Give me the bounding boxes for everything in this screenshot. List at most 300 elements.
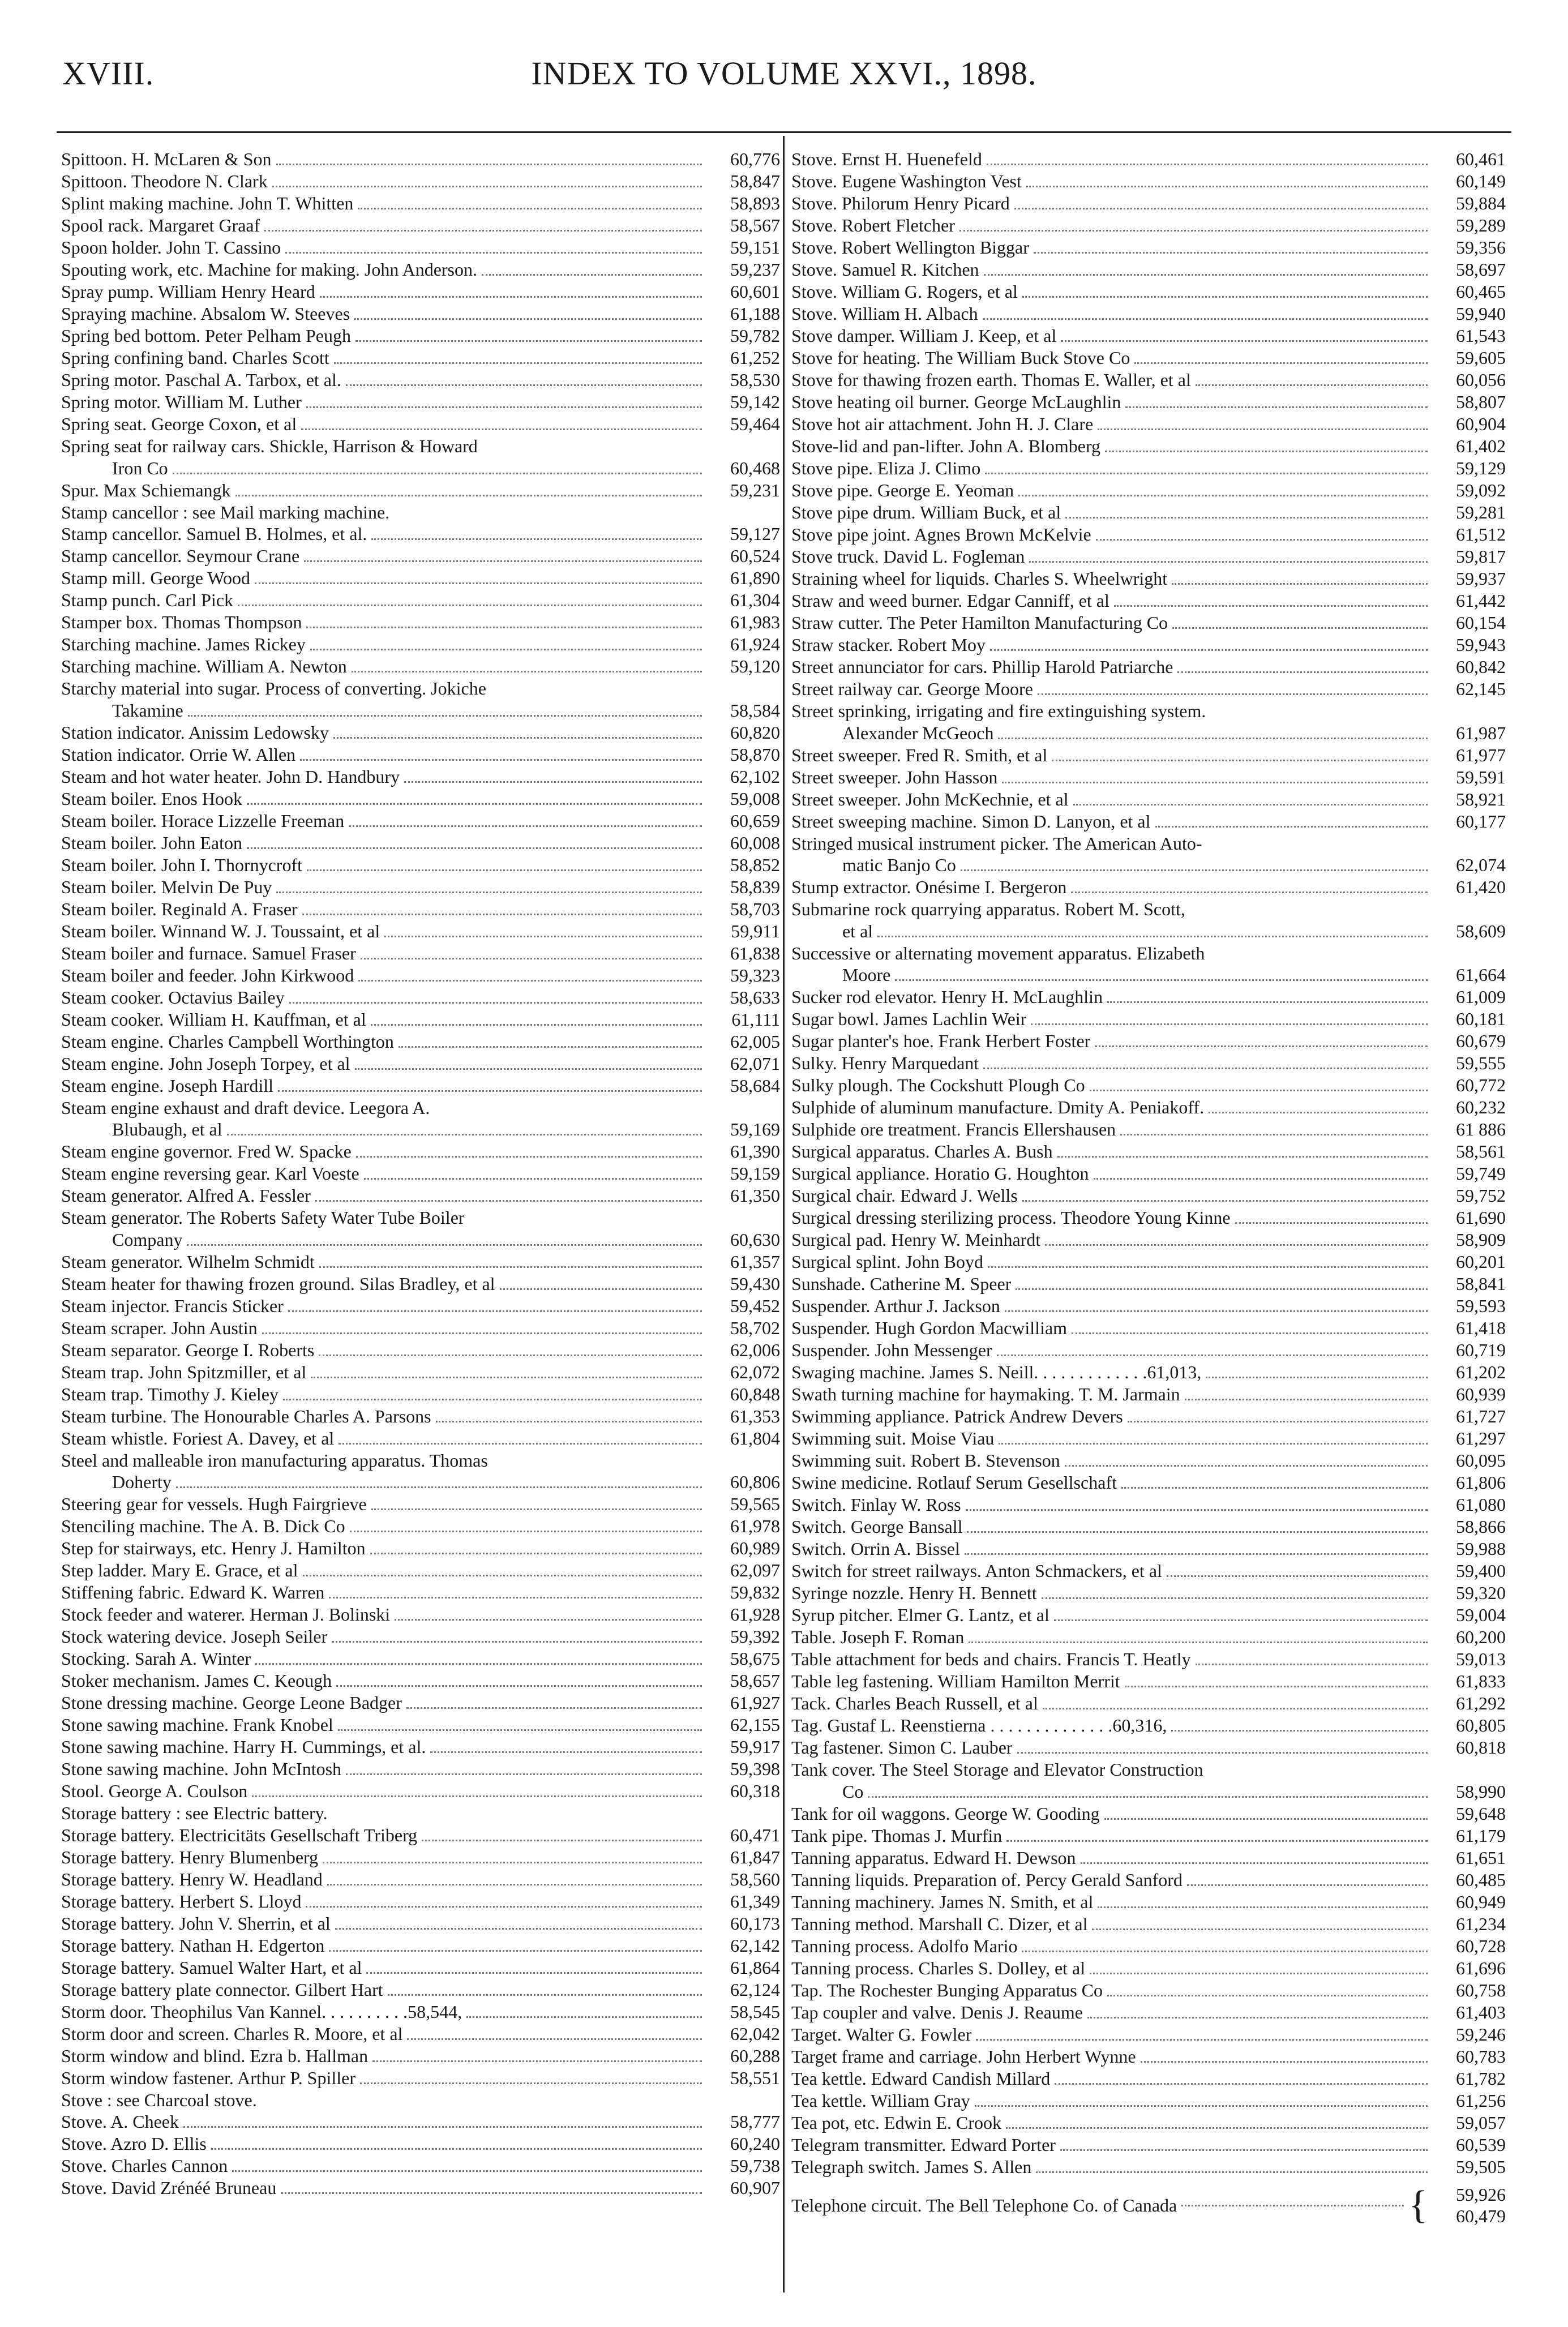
index-entry <box>791 413 1506 435</box>
index-entry-continuation: matic Banjo Co <box>842 855 956 875</box>
patent-number: 60,173 <box>730 1913 780 1934</box>
leader-dots <box>436 1421 702 1422</box>
index-column-left <box>61 148 780 2199</box>
patent-number: 58,561 <box>1456 1141 1506 1162</box>
patent-number: 61,403 <box>1456 2002 1506 2022</box>
leader-dots <box>1038 693 1428 695</box>
leader-dots <box>1177 671 1428 673</box>
index-entry <box>791 1207 1506 1229</box>
leader-dots <box>1017 1752 1428 1754</box>
brace-symbol: { <box>1408 2183 1428 2227</box>
patent-number: 60,848 <box>730 1383 780 1404</box>
index-entry-text: Stenciling machine. The A. B. Dick Co <box>61 1516 345 1536</box>
leader-dots <box>1235 1222 1428 1224</box>
index-entry-text: Station indicator. Anissim Ledowsky <box>61 722 329 743</box>
index-entry-text: Tanning process. Charles S. Dolley, et al <box>791 1957 1086 1978</box>
patent-number: 59,008 <box>730 788 780 809</box>
index-entry <box>791 964 1506 986</box>
index-entry-text: Sulphide ore treatment. Francis Ellershausen <box>791 1119 1116 1139</box>
patent-number: 58,567 <box>730 215 780 235</box>
patent-number: 59,400 <box>1456 1561 1506 1581</box>
leader-dots <box>998 738 1428 739</box>
index-entry <box>791 1935 1506 1957</box>
patent-number: 58,841 <box>1456 1274 1506 1294</box>
index-entry <box>61 898 780 920</box>
leader-dots <box>1187 1884 1428 1886</box>
index-entry-text: Steam generator. Wilhelm Schmidt <box>61 1251 315 1272</box>
patent-number: 60,485 <box>1456 1869 1506 1890</box>
leader-dots <box>346 384 702 386</box>
index-entry <box>61 1229 780 1251</box>
index-entry <box>61 2111 780 2133</box>
patent-number: 60,479 <box>1456 2206 1506 2226</box>
patent-number: 61,664 <box>1456 965 1506 985</box>
index-entry <box>61 1317 780 1339</box>
patent-number: 62,072 <box>730 1361 780 1382</box>
index-entry <box>61 1295 780 1317</box>
index-entry-text: Spouting work, etc. Machine for making. John Anderson. <box>61 259 477 280</box>
patent-number: 59,464 <box>730 414 780 434</box>
patent-number: 60,471 <box>730 1824 780 1845</box>
leader-dots <box>354 318 702 320</box>
leader-dots <box>482 274 702 276</box>
index-entry <box>61 1736 780 1758</box>
leader-dots <box>232 2170 702 2172</box>
leader-dots <box>355 340 702 342</box>
patent-number: 61 886 <box>1456 1119 1506 1139</box>
index-entry-text: Telegram transmitter. Edward Porter <box>791 2134 1056 2155</box>
index-entry-text: Suspender. John Messenger <box>791 1340 992 1360</box>
index-entry-text: Tea kettle. William Gray <box>791 2090 970 2111</box>
index-entry <box>61 1758 780 1780</box>
index-entry <box>61 766 780 788</box>
patent-number: 61,234 <box>1456 1913 1506 1934</box>
index-entry-text: Spring seat. George Coxon, et al <box>61 414 297 434</box>
index-entry <box>791 303 1506 325</box>
index-entry <box>61 2133 780 2155</box>
patent-number: 62,097 <box>730 1560 780 1580</box>
leader-dots <box>238 605 702 606</box>
index-entry-text: Street railway car. George Moore <box>791 679 1033 699</box>
leader-dots <box>388 1994 702 1996</box>
page-title: INDEX TO VOLUME XXVI., 1898. <box>531 55 1037 92</box>
index-entry-text: Stone sawing machine. Harry H. Cummings, et al. <box>61 1737 426 1757</box>
leader-dots <box>276 892 702 893</box>
index-entry-text: Street sprinking, irrigating and fire extinguishing system. <box>791 701 1206 721</box>
patent-number: 60,539 <box>1456 2134 1506 2155</box>
leader-dots <box>967 1531 1428 1533</box>
patent-number: 59,937 <box>1456 568 1506 589</box>
leader-dots <box>1141 2061 1428 2063</box>
index-entry-text: Storage battery. Herbert S. Lloyd <box>61 1891 302 1912</box>
patent-number: 60,758 <box>1456 1979 1506 2000</box>
patent-number: 59,159 <box>730 1163 780 1184</box>
leader-dots <box>264 230 702 232</box>
leader-dots <box>289 1002 702 1004</box>
patent-number: 61,080 <box>1456 1494 1506 1515</box>
patent-number: 59,926 <box>1456 2184 1506 2205</box>
patent-number: 58,866 <box>1456 1516 1506 1537</box>
leader-dots <box>338 1729 702 1731</box>
index-entry-text: Telephone circuit. The Bell Telephone Co. of Canada <box>791 2195 1177 2215</box>
patent-number: 61,838 <box>730 942 780 963</box>
index-entry <box>61 457 780 479</box>
index-entry <box>791 1339 1506 1361</box>
patent-number: 58,530 <box>730 370 780 390</box>
index-entry-text: Stock feeder and waterer. Herman J. Bolinski <box>61 1604 391 1625</box>
patent-number: 62,102 <box>730 766 780 787</box>
patent-number: 59,120 <box>730 656 780 676</box>
leader-dots <box>1105 451 1428 452</box>
index-entry <box>61 2045 780 2067</box>
index-entry <box>791 435 1506 457</box>
index-entry-text: Tea kettle. Edward Candish Millard <box>791 2068 1051 2089</box>
index-entry <box>61 1493 780 1515</box>
leader-dots <box>407 2038 702 2040</box>
index-entry-text: Tank pipe. Thomas J. Murfin <box>791 1825 1003 1846</box>
index-entry <box>791 1582 1506 1604</box>
leader-dots <box>319 1355 702 1356</box>
index-entry-text: Straw cutter. The Peter Hamilton Manufacturing Co <box>791 612 1168 633</box>
index-entry <box>791 876 1506 898</box>
patent-number: 62,155 <box>730 1715 780 1735</box>
patent-number: 61,727 <box>1456 1406 1506 1426</box>
patent-number: 59,392 <box>730 1626 780 1647</box>
leader-dots <box>1054 1619 1428 1621</box>
index-entry <box>61 1648 780 1670</box>
patent-number: 59,246 <box>1456 2024 1506 2045</box>
index-entry-text: Stump extractor. Onésime I. Bergeron <box>791 877 1067 897</box>
index-entry-text: Spraying machine. Absalom W. Steeves <box>61 303 350 324</box>
leader-dots <box>1045 1244 1428 1246</box>
index-entry-text: Table. Joseph F. Roman <box>791 1627 965 1647</box>
leader-dots <box>301 428 702 430</box>
index-entry-text: Sugar bowl. James Lachlin Weir <box>791 1009 1027 1029</box>
leader-dots <box>306 627 702 628</box>
leader-dots <box>976 2039 1428 2041</box>
index-entry-text: Switch. Orrin A. Bissel <box>791 1539 960 1559</box>
index-entry-continuation: Company <box>112 1229 183 1250</box>
patent-number: 61,977 <box>1456 744 1506 765</box>
patent-number: 58,909 <box>1456 1229 1506 1250</box>
leader-dots <box>319 1266 702 1268</box>
index-entry <box>61 1626 780 1648</box>
leader-dots <box>1022 1951 1428 1952</box>
patent-number: 61,442 <box>1456 590 1506 611</box>
index-entry-text: Stove hot air attachment. John H. J. Clare <box>791 414 1094 434</box>
index-entry-text: Stamp mill. George Wood <box>61 568 250 588</box>
index-entry-text: Surgical splint. John Boyd <box>791 1252 983 1272</box>
index-entry <box>791 1052 1506 1074</box>
index-entry-text: Steam engine reversing gear. Karl Voeste <box>61 1163 359 1184</box>
patent-number: 60,818 <box>1456 1737 1506 1758</box>
index-entry-text: Steam boiler. John Eaton <box>61 832 242 853</box>
patent-number: 61,188 <box>730 303 780 324</box>
index-entry <box>61 2177 780 2199</box>
index-entry-text: Stove heating oil burner. George McLaughlin <box>791 392 1121 412</box>
index-entry <box>791 1516 1506 1538</box>
leader-dots <box>1172 583 1428 585</box>
index-entry <box>791 502 1506 524</box>
index-entry <box>791 1957 1506 1979</box>
leader-dots <box>187 1244 702 1246</box>
leader-dots <box>961 869 1428 871</box>
index-entry <box>791 281 1506 303</box>
patent-number: 59,591 <box>1456 766 1506 787</box>
index-entry-text: Stone sawing machine. John McIntosh <box>61 1759 342 1779</box>
leader-dots <box>1005 1310 1428 1312</box>
index-entry <box>791 1273 1506 1295</box>
patent-number: 61,402 <box>1456 436 1506 456</box>
index-entry-text: Step ladder. Mary E. Grace, et al <box>61 1560 298 1580</box>
index-entry-text: Spur. Max Schiemangk <box>61 479 231 500</box>
patent-number: 59,004 <box>1456 1605 1506 1625</box>
index-entry <box>61 1957 780 1979</box>
patent-number: 60,200 <box>1456 1627 1506 1647</box>
leader-dots <box>371 1024 702 1026</box>
index-entry-text: Steam engine governor. Fred W. Spacke <box>61 1141 352 1162</box>
leader-dots <box>329 1597 702 1599</box>
index-entry <box>61 325 780 347</box>
index-entry <box>791 192 1506 215</box>
index-entry <box>791 1251 1506 1273</box>
patent-number: 60,806 <box>730 1472 780 1492</box>
index-entry <box>791 1185 1506 1207</box>
index-entry-text: Switch for street railways. Anton Schmackers, et al <box>791 1561 1162 1581</box>
index-entry <box>791 766 1506 788</box>
patent-number: 60,177 <box>1456 811 1506 832</box>
leader-dots <box>1134 362 1428 364</box>
index-entry <box>61 942 780 965</box>
leader-dots <box>895 979 1428 981</box>
index-entry <box>61 347 780 369</box>
index-entry-text: Street sweeper. John Hasson <box>791 766 998 787</box>
index-entry <box>61 1780 780 1802</box>
patent-number: 60,904 <box>1456 414 1506 434</box>
index-entry <box>791 259 1506 281</box>
index-entry-text: Surgical dressing sterilizing process. Theodore Young Kinne <box>791 1207 1231 1228</box>
index-entry-text: Steam boiler and feeder. John Kirkwood <box>61 965 354 985</box>
index-entry <box>791 2090 1506 2112</box>
index-entry <box>61 479 780 502</box>
index-entry <box>791 2184 1506 2227</box>
leader-dots <box>1104 1818 1428 1820</box>
patent-number: 59,988 <box>1456 1539 1506 1559</box>
patent-number: 62,145 <box>1456 679 1506 699</box>
index-entry <box>791 1670 1506 1692</box>
leader-dots <box>1172 627 1428 629</box>
leader-dots <box>300 759 702 761</box>
patent-number: 59,092 <box>1456 480 1506 500</box>
leader-dots <box>336 1685 702 1687</box>
index-entry <box>61 1979 780 2001</box>
leader-dots <box>281 2192 702 2194</box>
leader-dots <box>500 1288 702 1290</box>
index-entry-text: Steam boiler. Melvin De Puy <box>61 876 272 897</box>
index-entry-text: Swimming suit. Moise Viau <box>791 1428 995 1449</box>
index-entry <box>61 413 780 435</box>
leader-dots <box>303 1575 702 1576</box>
patent-number: 61,690 <box>1456 1207 1506 1228</box>
patent-number: 61,782 <box>1456 2068 1506 2089</box>
patent-number: 60,468 <box>730 457 780 478</box>
patent-number: 59,884 <box>1456 193 1506 213</box>
leader-dots <box>1090 1973 1428 1974</box>
index-entry-continuation: Takamine <box>112 700 183 721</box>
index-entry <box>791 1979 1506 2002</box>
patent-number: 58,657 <box>730 1670 780 1691</box>
index-entry <box>791 1405 1506 1428</box>
patent-number: 60,232 <box>1456 1097 1506 1117</box>
index-entry <box>791 1317 1506 1339</box>
index-entry-text: Steam heater for thawing frozen ground. Silas Bradley, et al <box>61 1273 495 1294</box>
index-entry <box>61 1383 780 1405</box>
index-entry <box>61 1471 780 1493</box>
index-entry <box>61 1869 780 1891</box>
patent-number: 61,390 <box>730 1141 780 1162</box>
index-entry <box>791 1383 1506 1405</box>
index-entry-text: Street annunciator for cars. Phillip Harold Patriarche <box>791 657 1173 677</box>
index-entry-text: Stove. David Zrénéé Bruneau <box>61 2178 277 2198</box>
leader-dots <box>1185 1399 1428 1400</box>
index-entry-text: Stove. Charles Cannon <box>61 2155 228 2176</box>
index-entry <box>791 1494 1506 1516</box>
index-entry-text: Spittoon. H. McLaren & Son <box>61 149 272 169</box>
patent-number: 60,601 <box>730 281 780 302</box>
index-entry <box>61 502 780 524</box>
patent-number: 59,320 <box>1456 1583 1506 1603</box>
index-entry <box>791 1891 1506 1913</box>
index-entry-text: Storage battery. John V. Sherrin, et al <box>61 1913 331 1934</box>
index-entry <box>61 1692 780 1714</box>
index-entry <box>61 965 780 987</box>
patent-number: 60,820 <box>730 722 780 743</box>
leader-dots <box>1052 760 1428 761</box>
patent-number: 58,807 <box>1456 392 1506 412</box>
index-entry-text: Street sweeping machine. Simon D. Lanyon, et al <box>791 811 1151 832</box>
leader-dots <box>1098 1906 1428 1908</box>
index-entry-text: Tank cover. The Steel Storage and Elevator Construction <box>791 1759 1203 1780</box>
patent-number: 59,940 <box>1456 303 1506 324</box>
index-entry <box>61 1428 780 1450</box>
index-entry-text: Storage battery. Samuel Walter Hart, et al <box>61 1957 362 1978</box>
index-entry-text: Surgical appliance. Horatio G. Houghton <box>791 1163 1089 1184</box>
index-entry <box>791 1913 1506 1935</box>
patent-number: 59,151 <box>730 237 780 258</box>
patent-number: 61,179 <box>1456 1825 1506 1846</box>
index-entry <box>61 2001 780 2023</box>
index-entry-text: Storm door and screen. Charles R. Moore, et al <box>61 2023 403 2044</box>
index-entry-text: Stove pipe joint. Agnes Brown McKelvie <box>791 524 1091 545</box>
leader-dots <box>310 649 702 650</box>
index-entry <box>791 1715 1506 1737</box>
leader-dots <box>1155 826 1428 828</box>
leader-dots <box>307 869 702 871</box>
leader-dots <box>406 1707 702 1709</box>
leader-dots <box>999 1443 1428 1445</box>
patent-number: 60,465 <box>1456 281 1506 302</box>
index-entry-text: Stove for thawing frozen earth. Thomas E. Waller, et al <box>791 370 1191 390</box>
index-entry-text: Stove. Ernst H. Huenefeld <box>791 149 982 169</box>
index-entry-text: Tack. Charles Beach Russell, et al <box>791 1693 1038 1713</box>
index-entry-text: Telegraph switch. James S. Allen <box>791 2156 1032 2177</box>
index-entry-text: Straining wheel for liquids. Charles S. Wheelwright <box>791 568 1168 589</box>
index-entry <box>61 920 780 942</box>
patent-number: 60,201 <box>1456 1252 1506 1272</box>
leader-dots <box>1209 1112 1428 1113</box>
index-entry <box>61 1053 780 1075</box>
index-entry <box>61 1913 780 1935</box>
patent-number: 60,056 <box>1456 370 1506 390</box>
patent-number: 61,349 <box>730 1891 780 1912</box>
leader-dots <box>350 1531 702 1532</box>
index-entry-text: Street sweeper. John McKechnie, et al <box>791 788 1069 809</box>
patent-number: 58,584 <box>730 700 780 721</box>
patent-number: 61,833 <box>1456 1671 1506 1691</box>
index-entry-text: Steam separator. George I. Roberts <box>61 1339 315 1360</box>
index-entry-continuation: Moore <box>842 965 891 985</box>
index-entry-text: Spray pump. William Henry Heard <box>61 281 315 302</box>
index-entry-continuation: Doherty <box>112 1472 172 1492</box>
index-entry-text: Storage battery. Nathan H. Edgerton <box>61 1935 325 1956</box>
index-entry <box>791 369 1506 391</box>
index-entry <box>791 1472 1506 1494</box>
index-entry <box>61 1604 780 1626</box>
patent-number: 61,543 <box>1456 325 1506 346</box>
patent-number: 59,142 <box>730 392 780 412</box>
index-entry <box>61 633 780 655</box>
leader-dots <box>1107 1995 1428 1996</box>
index-entry-text: Target frame and carriage. John Herbert Wynne <box>791 2046 1136 2067</box>
index-entry-text: Street sweeper. Fred R. Smith, et al <box>791 744 1048 765</box>
patent-number: 59,452 <box>730 1295 780 1316</box>
index-entry-text: Storm window fastener. Arthur P. Spiller <box>61 2067 355 2088</box>
index-entry-text: Tanning process. Adolfo Mario <box>791 1935 1018 1956</box>
index-entry <box>791 1118 1506 1141</box>
patent-number: 58,684 <box>730 1075 780 1096</box>
patent-number: 59,398 <box>730 1759 780 1779</box>
patent-number: 59,943 <box>1456 635 1506 655</box>
index-entry <box>61 1824 780 1846</box>
patent-number: 61,696 <box>1456 1957 1506 1978</box>
leader-dots <box>1121 1487 1428 1489</box>
index-entry-text: Steam generator. Alfred A. Fessler <box>61 1185 311 1206</box>
index-entry <box>61 1339 780 1361</box>
leader-dots <box>983 1068 1428 1069</box>
patent-number: 60,776 <box>730 149 780 169</box>
patent-number: 60,659 <box>730 810 780 831</box>
patent-number: 62,124 <box>730 1979 780 2000</box>
index-entry <box>791 237 1506 259</box>
leader-dots <box>984 274 1428 276</box>
leader-dots <box>1006 1840 1428 1842</box>
index-entry-text: Steam engine. John Joseph Torpey, et al <box>61 1053 350 1074</box>
leader-dots <box>1060 2149 1428 2151</box>
leader-dots <box>395 1619 702 1621</box>
patent-number: 60,181 <box>1456 1009 1506 1029</box>
leader-dots <box>329 1950 702 1952</box>
index-entry <box>791 1847 1506 1869</box>
index-entry-text: Syrup pitcher. Elmer G. Lantz, et al <box>791 1605 1049 1625</box>
leader-dots <box>1057 1156 1428 1158</box>
index-entry <box>61 2155 780 2177</box>
leader-dots <box>252 1795 702 1797</box>
index-entry <box>61 1185 780 1207</box>
leader-dots <box>306 1906 702 1908</box>
patent-number: 58,545 <box>730 2001 780 2022</box>
patent-number: 60,630 <box>730 1229 780 1250</box>
index-entry <box>61 1118 780 1141</box>
